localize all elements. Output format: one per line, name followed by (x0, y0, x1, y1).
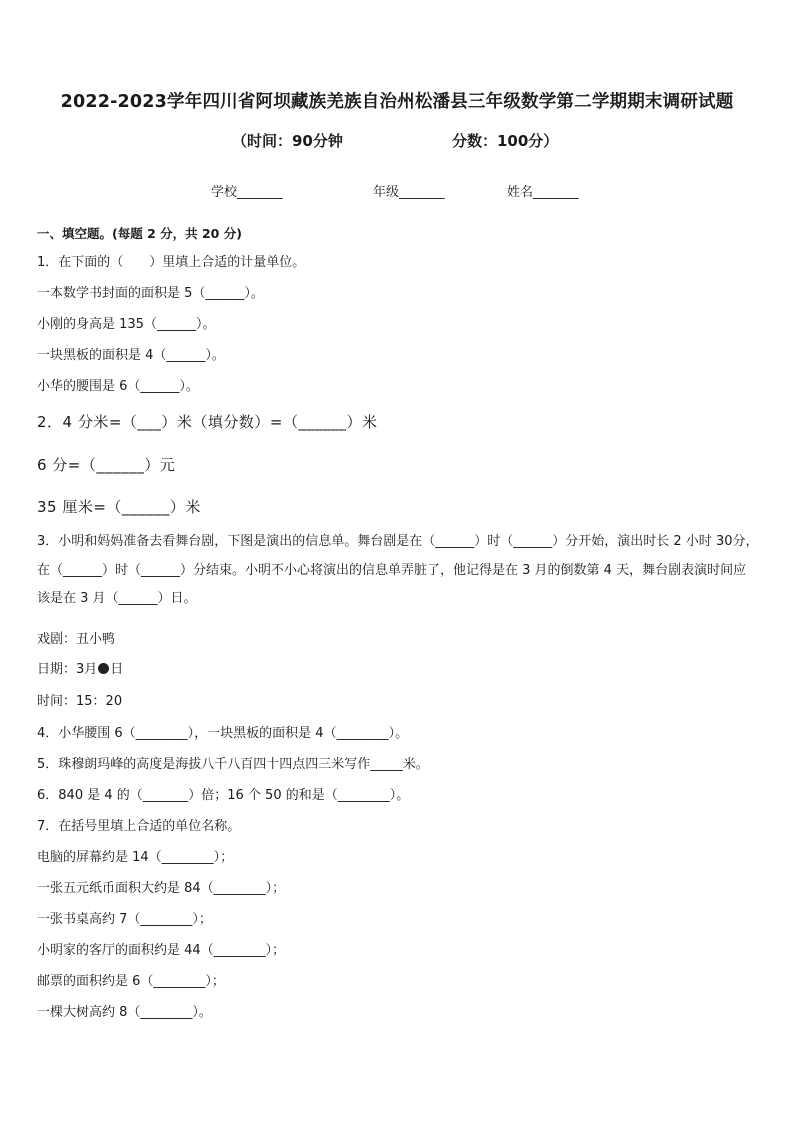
question-7-line: 一棵大树高约 8（________）。 (37, 1005, 212, 1020)
question-4: 4．小华腰围 6（________），一块黑板的面积是 4（________）。 (37, 726, 409, 741)
question-7-stem: 7．在括号里填上合适的单位名称。 (37, 819, 241, 834)
date-prefix: 日期：3月 (37, 662, 98, 677)
question-3-paragraph: 3．小明和妈妈准备去看舞台剧，下图是演出的信息单。舞台剧是在（______）时（______）分开始，演出时长 2 小时 30分，在（______）时（______）分结束。小明不小心将演出的信息单弄脏了，他记得是在 3 月的倒数第 4 天，舞台剧表演时间应该是在 3 月（______）日。 (37, 534, 759, 606)
question-1-line: 小刚的身高是 135（______）。 (37, 317, 216, 332)
ink-blot-icon (98, 663, 109, 674)
question-1-line: 一本数学书封面的面积是 5（______）。 (37, 286, 264, 301)
question-2-line: 35 厘米=（______）米 (37, 498, 201, 516)
question-1-line: 小华的腰围是 6（______）。 (37, 379, 199, 394)
question-2-line: 6 分=（______）元 (37, 456, 176, 474)
question-2-line: 2．4 分米=（___）米（填分数）=（______）米 (37, 413, 378, 431)
name-field: 姓名_______ (507, 185, 579, 200)
question-6: 6．840 是 4 的（_______）倍；16 个 50 的和是（________）。 (37, 788, 410, 803)
question-7-line: 电脑的屏幕约是 14（________）； (37, 850, 234, 865)
grade-field: 年级_______ (373, 185, 445, 200)
exam-score: 分数：100分） (452, 132, 559, 150)
exam-time: （时间：90分钟 (232, 132, 343, 150)
question-1-stem: 1．在下面的（ ）里填上合适的计量单位。 (37, 255, 306, 270)
exam-title: 2022-2023学年四川省阿坝藏族羌族自治州松潘县三年级数学第二学期期末调研试题 (60, 92, 734, 112)
question-7-line: 小明家的客厅的面积约是 44（________）； (37, 943, 286, 958)
question-3-date (37, 658, 123, 677)
question-7-line: 邮票的面积约是 6（________）； (37, 974, 225, 989)
question-7-line: 一张书桌高约 7（________）； (37, 912, 212, 927)
question-1-line: 一块黑板的面积是 4（______）。 (37, 348, 225, 363)
question-7-line: 一张五元纸币面积大约是 84（________）； (37, 881, 286, 896)
section-heading: 一、填空题。(每题 2 分，共 20 分) (37, 226, 242, 241)
question-3-time: 时间：15：20 (37, 694, 123, 709)
school-field: 学校_______ (211, 185, 283, 200)
date-suffix: 日 (110, 662, 124, 677)
question-5: 5．珠穆朗玛峰的高度是海拔八千八百四十四点四三米写作_____米。 (37, 757, 429, 772)
question-3-drama: 戏剧：丑小鸭 (37, 632, 116, 647)
